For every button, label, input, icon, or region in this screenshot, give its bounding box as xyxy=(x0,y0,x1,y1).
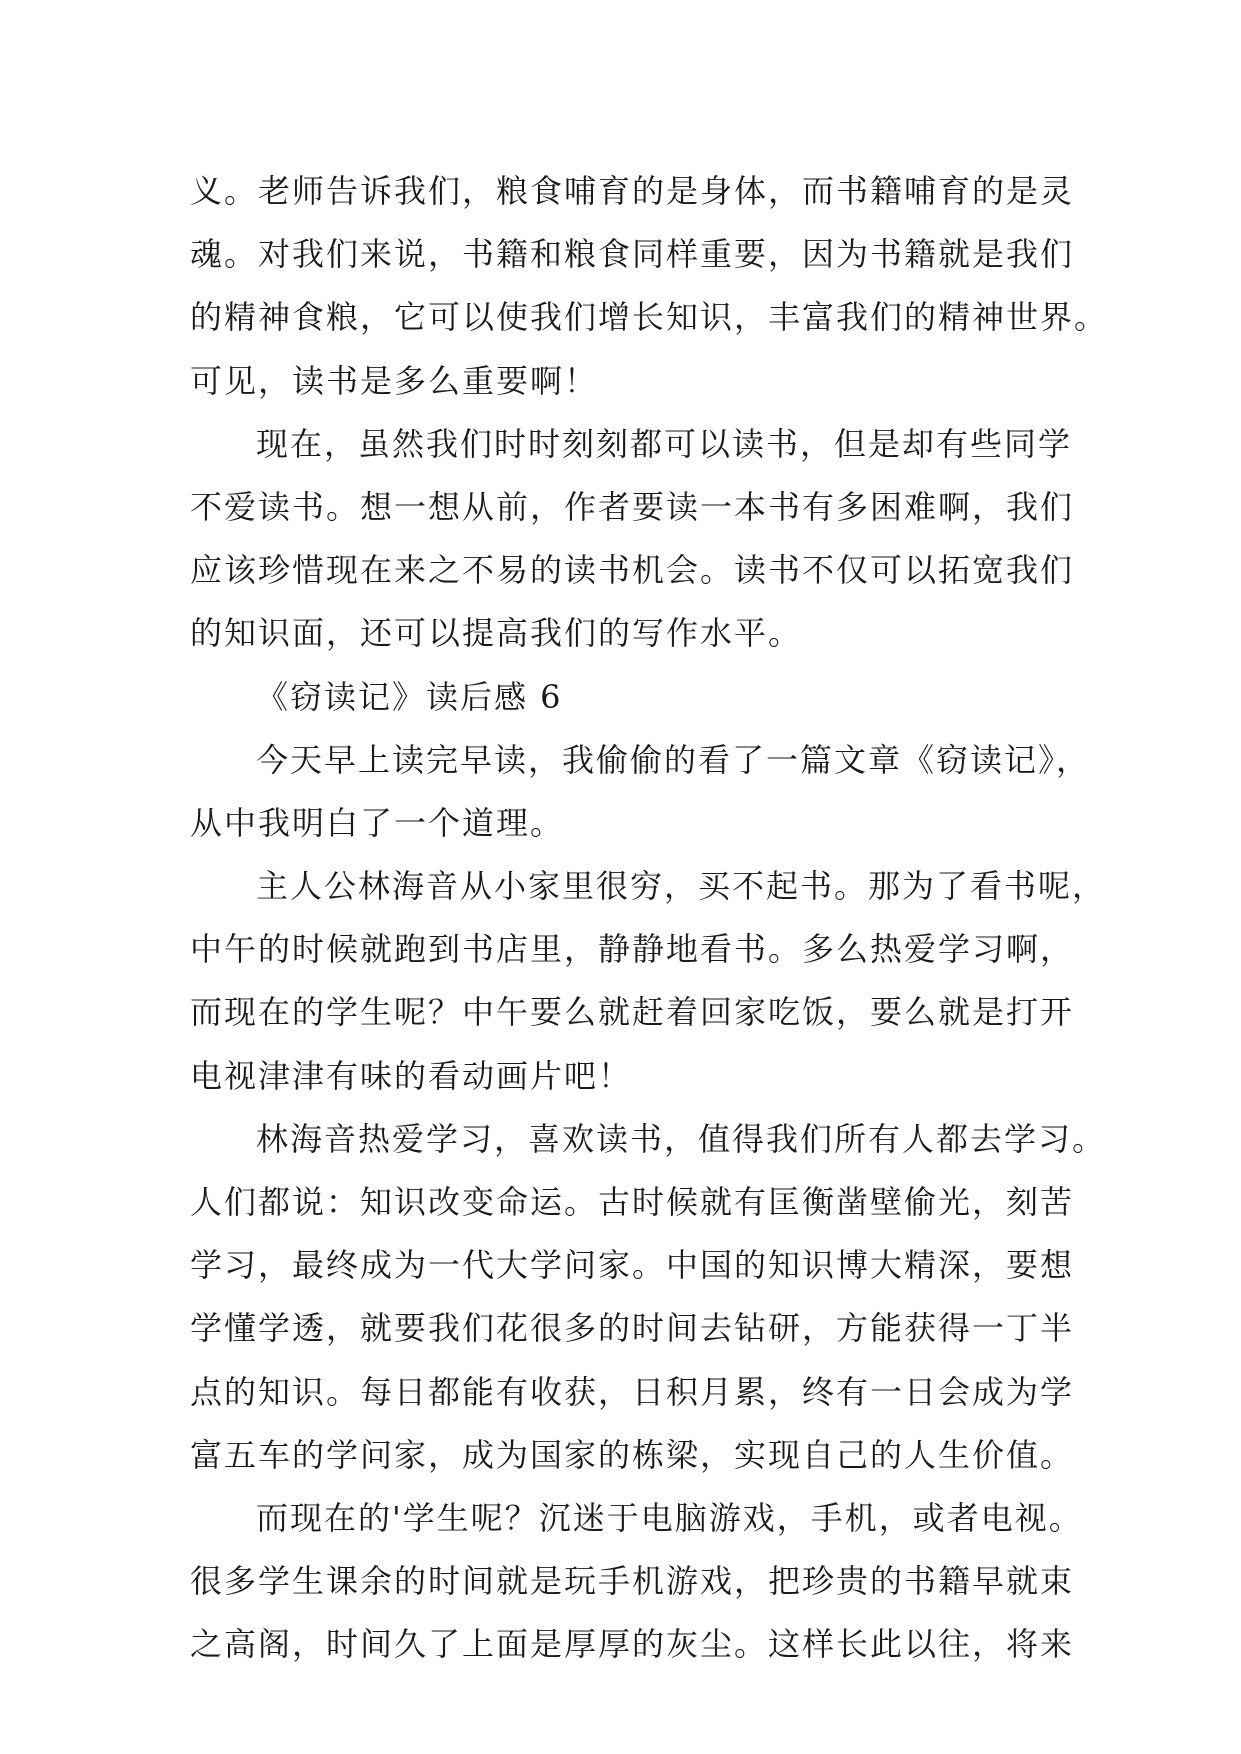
text-line: 的知识面，还可以提高我们的写作水平。 xyxy=(190,614,803,653)
text-line: 很多学生课余的时间就是玩手机游戏，把珍贵的书籍早就束 xyxy=(190,1562,1075,1601)
text-line: 点的知识。每日都能有收获，日积月累，终有一日会成为学 xyxy=(190,1372,1075,1411)
section-heading: 《窃读记》读后感 6 xyxy=(256,677,563,716)
text-line: 而现在的学生呢？中午要么就赶着回家吃饭，要么就是打开 xyxy=(190,993,1075,1032)
text-line: 义。老师告诉我们，粮食哺育的是身体，而书籍哺育的是灵 xyxy=(190,172,1075,210)
paragraph-first-line: 林海音热爱学习，喜欢读书，值得我们所有人都去学习。 xyxy=(256,1119,1107,1158)
text-line: 人们都说：知识改变命运。古时候就有匡衡凿壁偷光，刻苦 xyxy=(190,1183,1075,1221)
text-line: 不爱读书。想一想从前，作者要读一本书有多困难啊，我们 xyxy=(190,487,1075,526)
text-line: 富五车的学问家，成为国家的栋梁，实现自己的人生价值。 xyxy=(190,1435,1075,1474)
paragraph-first-line: 现在，虽然我们时时刻刻都可以读书，但是却有些同学 xyxy=(256,424,1073,463)
text-line: 电视津津有味的看动画片吧！ xyxy=(190,1056,633,1095)
paragraph-first-line: 今天早上读完早读，我偷偷的看了一篇文章《窃读记》， xyxy=(256,740,1091,779)
text-line: 学懂学透，就要我们花很多的时间去钻研，方能获得一丁半 xyxy=(190,1309,1075,1348)
text-line: 魂。对我们来说，书籍和粮食同样重要，因为书籍就是我们 xyxy=(190,235,1075,274)
text-line: 中午的时候就跑到书店里，静静地看书。多么热爱学习啊， xyxy=(190,930,1075,969)
document-body xyxy=(190,160,1109,1677)
text-line: 之高阁，时间久了上面是厚厚的灰尘。这样长此以往，将来 xyxy=(190,1625,1075,1664)
text-line: 可见，读书是多么重要啊！ xyxy=(190,361,599,400)
text-line: 应该珍惜现在来之不易的读书机会。读书不仅可以拓宽我们 xyxy=(190,551,1075,590)
paragraph-first-line: 而现在的'学生呢？沉迷于电脑游戏，手机，或者电视。 xyxy=(256,1498,1083,1537)
text-line: 从中我明白了一个道理。 xyxy=(190,803,565,842)
paragraph-first-line: 主人公林海音从小家里很穷，买不起书。那为了看书呢， xyxy=(256,867,1107,906)
text-line: 的精神食粮，它可以使我们增长知识，丰富我们的精神世界。 xyxy=(190,298,1109,337)
text-line: 学习，最终成为一代大学问家。中国的知识博大精深，要想 xyxy=(190,1246,1075,1285)
